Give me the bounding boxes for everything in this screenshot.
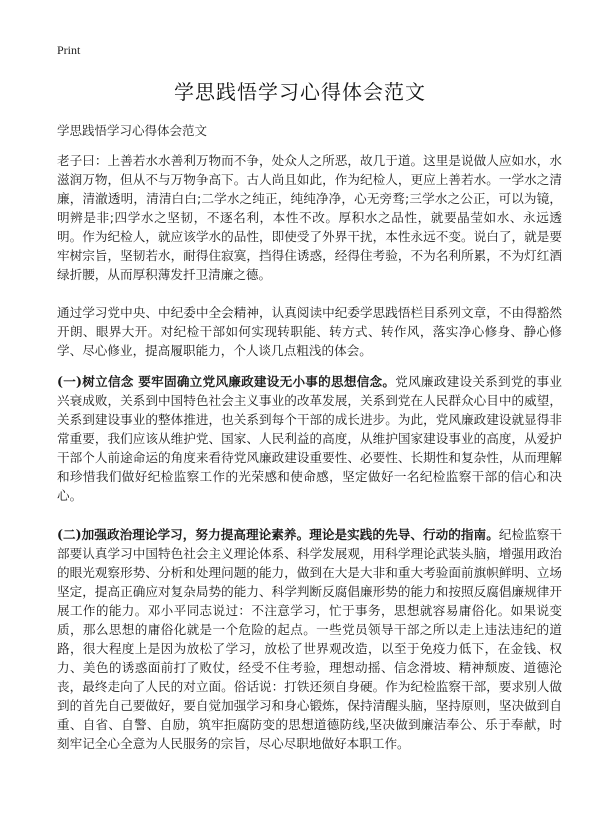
paragraph-3 — [57, 372, 562, 505]
paragraph-4 — [57, 525, 562, 753]
paragraph-1 — [57, 151, 562, 284]
paragraph-3-heading: (一)树立信念 要牢固确立党风廉政建设无小事的思想信念。 — [57, 374, 396, 389]
paragraph-3-text: 党风廉政建设关系到党的事业兴衰成败，关系到中国特色社会主义事业的改革发展，关系到党在人民群众心目中的威望，关系到建设事业的整体推进，也关系到每个干部的成长进步。为此，党风廉政建设就显得非常重要，我们应该从维护党、国家、人民利益的高度，从维护国家建设事业的高度，从爱护干部个人前途命运的角度来看待党风廉政建设重要性、必要性、长期性和复杂性，从而理解和珍惜我们做好纪检监察工作的光荣感和使命感，坚定做好一名纪检监察干部的信心和决心。 — [57, 374, 562, 503]
paragraph-1-text: 老子曰：上善若水水善利万物而不争，处众人之所恶，故几于道。这里是说做人应如水，水滋润万物，但从不与万物争高下。古人尚且如此，作为纪检人，更应上善若水。一学水之清廉，清澈透明，清清白白;二学水之纯正，纯纯净净，心无旁骛;三学水之公正，可以为镜，明辨是非;四学水之坚韧，不逐名利，本性不改。厚积水之品性，就要晶莹如水、永远透明。作为纪检人，就应该学水的品性，即使受了外界干扰，本性永远不变。说白了，就是要牢树宗旨，坚韧若水，耐得住寂寞，挡得住诱惑，经得住考验，不为名利所累，不为灯红酒绿折腰，从而厚积薄发扦卫清廉之德。 — [57, 153, 562, 282]
paragraph-4-text: 纪检监察干部要认真学习中国特色社会主义理论体系、科学发展观，用科学理论武装头脑，增强用政治的眼光观察形势、分析和处理问题的能力，做到在大是大非和重大考验面前旗帜鲜明、立场坚定，提高正确应对复杂局势的能力、科学判断反腐倡廉形势的能力和按照反腐倡廉规律开展工作的能力。邓小平同志说过：不注意学习，忙于事务，思想就容易庸俗化。如果说变质，那么思想的庸俗化就是一个危险的起点。一些党员领导干部之所以走上违法违纪的道路，很大程度上是因为放松了学习，放松了世界观改造，以至于免疫力低下，在金钱、权力、美色的诱惑面前打了败仗，经受不住考验，理想动摇、信念滑坡、精神颓废、道德沦丧，最终走向了人民的对立面。俗话说：打铁还须自身硬。作为纪检监察干部，要求别人做到的首先自己要做好，要自觉加强学习和身心锻炼，保持清醒头脑，坚持原则，坚决做到自重、自省、自警、自励，筑牢拒腐防变的思想道德防线,坚决做到廉洁奉公、乐于奉献，时刻牢记全心全意为人民服务的宗旨，尽心尽职地做好本职工作。 — [57, 527, 563, 751]
page-title: 学思践悟学习心得体会范文 — [174, 80, 426, 104]
paragraph-2-text: 通过学习党中央、中纪委中全会精神，认真阅读中纪委学思践悟栏目系列文章，不由得豁然开朗、眼界大开。对纪检干部如何实现转职能、转方式、转作风，落实净心修身、静心修学、尽心修业，提高履职能力，个人谈几点粗浅的体会。 — [57, 305, 562, 358]
print-link[interactable]: Print — [57, 43, 81, 57]
paragraph-2 — [57, 303, 562, 360]
document-subtitle: 学思践悟学习心得体会范文 — [57, 123, 208, 138]
paragraph-4-heading: (二)加强政治理论学习，努力提高理论素养。理论是实践的先导、行动的指南。 — [57, 527, 499, 542]
